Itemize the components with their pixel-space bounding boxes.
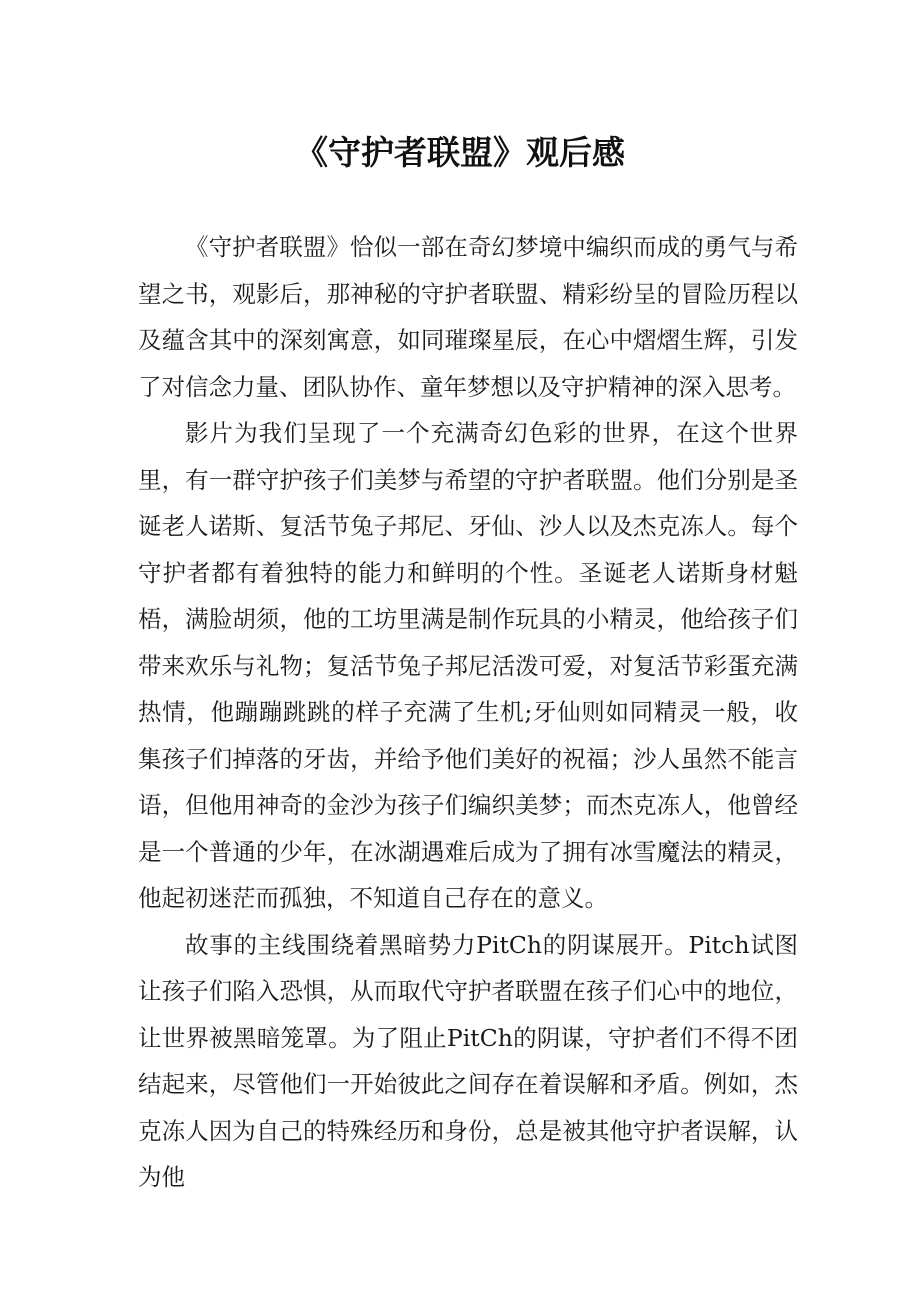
document-body: [138, 224, 798, 1201]
paragraph-intro: 《守护者联盟》恰似一部在奇幻梦境中编织而成的勇气与希望之书，观影后，那神秘的守护者联盟、精彩纷呈的冒险历程以及蕴含其中的深刻寓意，如同璀璨星辰，在心中熠熠生辉，引发了对信念力量、团队协作、童年梦想以及守护精神的深入思考。: [138, 233, 798, 401]
document-title: 《守护者联盟》观后感: [295, 133, 625, 172]
paragraph-guardians: 影片为我们呈现了一个充满奇幻色彩的世界，在这个世界里，有一群守护孩子们美梦与希望的守护者联盟。他们分别是圣诞老人诺斯、复活节兔子邦尼、牙仙、沙人以及杰克冻人。每个守护者都有着独特的能力和鲜明的个性。圣诞老人诺斯身材魁梧，满脸胡须，他的工坊里满是制作玩具的小精灵，他给孩子们带来欢乐与礼物；复活节兔子邦尼活泼可爱，对复活节彩蛋充满热情，他蹦蹦跳跳的样子充满了生机;牙仙则如同精灵一般，收集孩子们掉落的牙齿，并给予他们美好的祝福；沙人虽然不能言语，但他用神奇的金沙为孩子们编织美梦；而杰克冻人，他曾经是一个普通的少年，在冰湖遇难后成为了拥有冰雪魔法的精灵，他起初迷茫而孤独，不知道自己存在的意义。: [138, 419, 798, 912]
paragraph-plot: 故事的主线围绕着黑暗势力PitCh的阴谋展开。Pitch试图让孩子们陷入恐惧，从而取代守护者联盟在孩子们心中的地位，让世界被黑暗笼罩。为了阻止PitCh的阴谋，守护者们不得不团结起来，尽管他们一开始彼此之间存在着误解和矛盾。例如，杰克冻人因为自己的特殊经历和身份，总是被其他守护者误解，认为他: [138, 930, 798, 1191]
